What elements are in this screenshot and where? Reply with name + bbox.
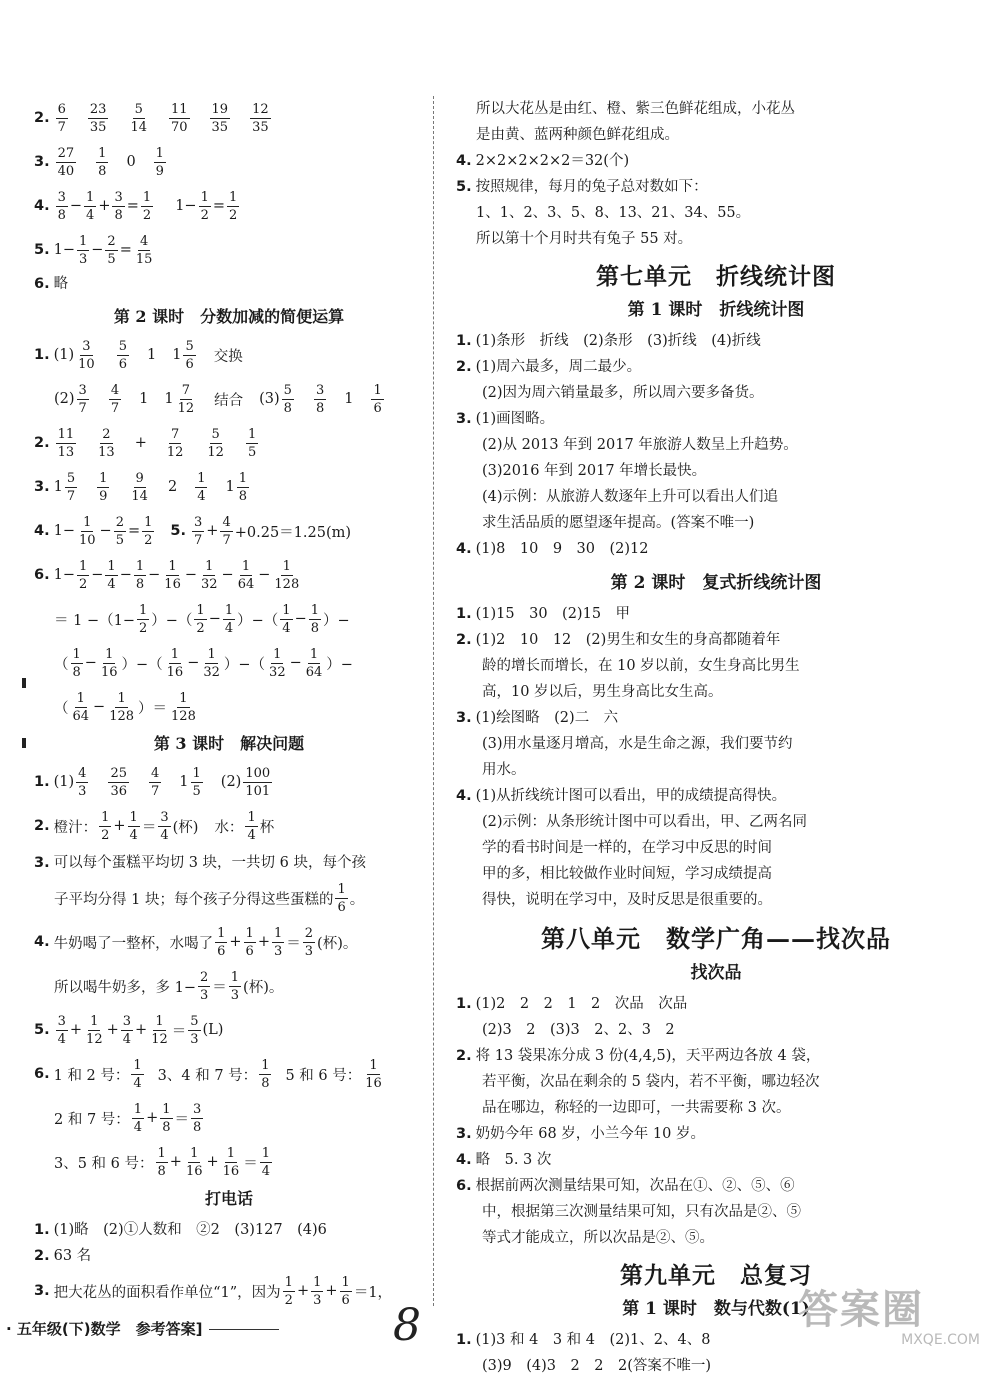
lesson-title: 第 1 课时 数与代数(1) [622, 1299, 810, 1319]
answer-line [456, 1147, 976, 1173]
answer-line [456, 679, 976, 705]
answer-text: 中，根据第三次测量结果可知，只有次品是②、⑤ [482, 1204, 801, 1220]
margin-mark [22, 678, 26, 688]
l3-answer-3-line1: 3. 可以每个蛋糕平均切 3 块，一共切 6 块，每个孩 [34, 855, 366, 871]
column-divider [433, 96, 434, 1306]
fraction: $\frac{19}{35}$ [211, 101, 229, 135]
item-number: 2. [34, 110, 50, 126]
l3-answer-6-line1: 6. 1 和 2 号： $\frac{1}{4}$ 3、4 和 7 号： $\frac{1}{8}$ 5 和 6 号： $\frac{1}{16}$ [34, 1057, 382, 1091]
item-number: 1. [456, 1332, 472, 1348]
fraction: $\frac{1}{8}$ [98, 145, 107, 179]
l2-answer-2: 2. $\frac{11}{13}$ $\frac{2}{13}$ + $\frac{7}{12}$ $\frac{5}{12}$ $\frac{1}{5}$ [34, 426, 257, 460]
item-number: 3. [456, 1126, 472, 1142]
unit7-lesson1-answers [456, 328, 976, 562]
answer-4: 4. $\frac{3}{8}$ − $\frac{1}{4}$ + $\frac{3}{8}$ = $\frac{1}{2}$ 1− $\frac{1}{2}$ = $\frac{1}{2}$ [34, 189, 238, 223]
l3-answer-6-line2: 2 和 7 号： $\frac{1}{4}$ + $\frac{1}{8}$ ＝ $\frac{3}{8}$ [54, 1101, 202, 1135]
answer-text: (1)15 30 (2)15 甲 [475, 606, 631, 622]
item-number: 3. [456, 710, 472, 726]
item-number: 4. [34, 198, 50, 214]
item-number: 2. [456, 632, 472, 648]
answer-line [456, 809, 976, 835]
answer-line [456, 835, 976, 861]
item-number: 1. [456, 996, 472, 1012]
footer [6, 1318, 279, 1339]
fraction: $\frac{6}{7}$ [57, 101, 66, 135]
l3-answer-5: 5. $\frac{3}{4}$ + $\frac{1}{12}$ + $\frac{3}{4}$ + $\frac{1}{12}$ ＝ $\frac{5}{3}$ (L) [34, 1013, 224, 1047]
answer-text: 得快，说明在学习中，及时反思是很重要的。 [482, 892, 772, 908]
l3-answer-6-line3: 3、5 和 6 号： $\frac{1}{8}$ + $\frac{1}{16}$ + $\frac{1}{16}$ ＝ $\frac{1}{4}$ [54, 1145, 270, 1179]
item-number: 4. [456, 541, 472, 557]
answer-line [456, 380, 976, 406]
answer-text: (2)3 2 (3)3 2、2、3 2 [482, 1022, 675, 1038]
cont-line: 是由黄、蓝两种颜色鲜花组成。 [476, 127, 679, 143]
answer-text: 学的看书时间是一样的，在学习中反思的时间 [482, 840, 772, 856]
cont-line: 所以大花丛是由红、橙、紫三色鲜花组成，小花丛 [476, 101, 795, 117]
answer-line [456, 757, 976, 783]
lesson-title: 第 1 课时 折线统计图 [627, 300, 805, 320]
answer-line [456, 1353, 976, 1379]
item-number: 1. [456, 606, 472, 622]
answer-text: (1)从折线统计图可以看出，甲的成绩提高得快。 [475, 788, 787, 804]
answer-text: (1)条形 折线 (2)条形 (3)折线 (4)折线 [475, 333, 761, 349]
answer-text: 甲的多，相比较做作业时间短，学习成绩提高 [482, 866, 772, 882]
lesson-title: 第 3 课时 解决问题 [153, 734, 305, 753]
answer-line [456, 484, 976, 510]
answer-text: (2)从 2013 年到 2017 年旅游人数呈上升趋势。 [482, 437, 798, 453]
answer-text: (2)因为周六销量最多，所以周六要多备货。 [482, 385, 764, 401]
answer-text: (1)绘图略 (2)二 六 [475, 710, 619, 726]
l2-answer-1a: 1. (1) $\frac{3}{10}$ $\frac{5}{6}$ 1 1 $\frac{5}{6}$ 交换 [34, 338, 243, 372]
watermark-logo: 答案圈 [798, 1287, 924, 1333]
answer-text: 求生活品质的愿望逐年提高。(答案不唯一) [482, 515, 755, 531]
answer-line [456, 510, 976, 536]
l3-answer-4-line2: 所以喝牛奶多，多 1− $\frac{2}{3}$ ＝ $\frac{1}{3}$ (杯)。 [54, 969, 284, 1003]
answer-5-seq: 1、1、2、3、5、8、13、21、34、55。 [476, 205, 751, 221]
answer-5: 5. 按照规律，每月的兔子总对数如下： [456, 179, 708, 195]
call-answer-2: 2. 63 名 [34, 1248, 92, 1264]
left-column [34, 96, 424, 1315]
answer-line [456, 861, 976, 887]
answer-text: (2)示例：从条形统计图中可以看出，甲、乙两名同 [482, 814, 808, 830]
fraction: $\frac{5}{14}$ [130, 101, 147, 135]
answer-text: 龄的增长而增长，在 10 岁以前，女生身高比男生 [482, 658, 800, 674]
answer-line [456, 1199, 976, 1225]
l2-answer-6-line2: ＝ 1 −（1− $\frac{1}{2}$ ）−（ $\frac{1}{2}$ − $\frac{1}{4}$ ）−（ $\frac{1}{4}$ − $\frac{1}{8}$ ）− [54, 602, 350, 636]
item-number: 5. [34, 242, 50, 258]
answer-text: 用水。 [482, 762, 526, 778]
answer-line [456, 1095, 976, 1121]
answer-text: (1)2 2 2 1 2 次品 次品 [475, 996, 688, 1012]
answer-line [456, 1225, 976, 1251]
unit7-lesson2-answers [456, 601, 976, 913]
fraction: $\frac{27}{40}$ [57, 145, 75, 179]
l2-answer-6-line3: （ $\frac{1}{8}$ − $\frac{1}{16}$ ）−（ $\frac{1}{16}$ − $\frac{1}{32}$ ）−（ $\frac{1}{32}$ − $\frac{1}{64}$ ）− [54, 646, 353, 680]
l2-answer-6-line1: 6. 1− $\frac{1}{2}$ − $\frac{1}{4}$ − $\frac{1}{8}$ − $\frac{1}{16}$ − $\frac{1}{32}$ − $\frac{1}{64}$ − $\frac{1}{128}$ [34, 558, 300, 592]
lesson-title: 找次品 [690, 963, 742, 983]
answer-line [456, 991, 976, 1017]
fraction: $\frac{1}{9}$ [155, 145, 164, 179]
answer-text: 高，10 岁以后，男生身高比女生高。 [482, 684, 723, 700]
lesson-title: 第 2 课时 分数加减的简便运算 [113, 307, 345, 326]
call-answer-3: 3. 把大花丛的面积看作单位“1”，因为 $\frac{1}{2}$ + $\frac{1}{3}$ + $\frac{1}{6}$ ＝1， [34, 1274, 393, 1308]
answer-text: 略 5. 3 次 [475, 1152, 552, 1168]
answer-4: 4. 2×2×2×2×2＝32(个) [456, 153, 630, 169]
answer-line [456, 432, 976, 458]
answer-line [456, 1017, 976, 1043]
call-answer-1: 1. (1)略 (2)①人数和 ②2 (3)127 (4)6 [34, 1222, 327, 1238]
item-number: 6. [456, 1178, 472, 1194]
answer-3 [34, 142, 424, 182]
l3-answer-4-line1: 4. 牛奶喝了一整杯，水喝了 $\frac{1}{6}$ + $\frac{1}{6}$ + $\frac{1}{3}$ ＝ $\frac{2}{3}$ (杯)。 [34, 925, 358, 959]
answer-line [456, 328, 976, 354]
answer-text: 奶奶今年 68 岁，小兰今年 10 岁。 [475, 1126, 705, 1142]
l3-answer-3-line2: 子平均分得 1 块；每个孩子分得这些蛋糕的 $\frac{1}{6}$ 。 [54, 881, 365, 915]
answer-5: 5. 1− $\frac{1}{3}$ − $\frac{2}{5}$ = $\frac{4}{15}$ [34, 233, 153, 267]
answer-6: 6. 略 [34, 276, 69, 292]
answer-line [456, 601, 976, 627]
answer-line [456, 354, 976, 380]
answer-line [456, 731, 976, 757]
answer-line [456, 627, 976, 653]
item-number: 4. [456, 1152, 472, 1168]
item-number: 2. [456, 359, 472, 375]
answer-5-conclusion: 所以第十个月时共有兔子 55 对。 [476, 231, 693, 247]
unit-title: 第八单元 数学广角——找次品 [541, 924, 891, 953]
answer-text: (3)用水量逐月增高，水是生命之源，我们要节约 [482, 736, 793, 752]
watermark [798, 1288, 988, 1354]
page-number: 8 [393, 1300, 421, 1351]
unit-title: 第七单元 折线统计图 [596, 263, 836, 290]
answer-text: (1)8 10 9 30 (2)12 [475, 541, 649, 557]
l2-answer-1b: (2) $\frac{3}{7}$ $\frac{4}{7}$ 1 1 $\frac{7}{12}$ 结合 (3) $\frac{5}{8}$ $\frac{3}{8}$ 1 $\frac{1}{6}$ [54, 382, 382, 416]
item-number: 2. [456, 1048, 472, 1064]
fraction: $\frac{12}{35}$ [252, 101, 269, 135]
answer-text: (1)周六最多，周二最少。 [475, 359, 642, 375]
answer-text: 若平衡，次品在剩余的 5 袋内，若不平衡，哪边轻次 [482, 1074, 820, 1090]
answer-text: 根据前两次测量结果可知，次品在①、②、⑤、⑥ [475, 1178, 795, 1194]
answer-line [456, 887, 976, 913]
answer-line [456, 536, 976, 562]
l2-answer-4-5: 4. 1− $\frac{1}{10}$ − $\frac{2}{5}$ = $\frac{1}{2}$ 5. $\frac{3}{7}$ + $\frac{4}{7}$ +0.25＝1.25(m) [34, 514, 352, 548]
answer-line [456, 458, 976, 484]
answer-line [456, 653, 976, 679]
answer-text: (3)2016 年到 2017 年增长最快。 [482, 463, 707, 479]
item-number: 3. [456, 411, 472, 427]
unit8-answers [456, 991, 976, 1251]
answer-text: (1)2 10 12 (2)男生和女生的身高都随着年 [475, 632, 781, 648]
footer-rule [209, 1329, 279, 1330]
answer-line [456, 406, 976, 432]
margin-mark [22, 738, 26, 748]
answer-text: 等式才能成立，所以次品是②、⑤。 [482, 1230, 714, 1246]
answer-text: 品在哪边，称轻的一边即可，一共需要称 3 次。 [482, 1100, 791, 1116]
item-number: 3. [34, 154, 50, 170]
l3-answer-1: 1. (1) $\frac{4}{3}$ $\frac{25}{36}$ $\frac{4}{7}$ 1 $\frac{1}{5}$ (2) $\frac{100}{101}$ [34, 765, 271, 799]
fraction: $\frac{23}{35}$ [89, 101, 107, 135]
answer-text: (3)9 (4)3 2 2 2(答案不唯一) [482, 1358, 712, 1374]
l3-answer-2: 2. 橙汁： $\frac{1}{2}$ + $\frac{1}{4}$ ＝ $\frac{3}{4}$ (杯) 水： $\frac{1}{4}$ 杯 [34, 809, 275, 843]
answer-line [456, 705, 976, 731]
item-number: 1. [456, 333, 472, 349]
answer-text: (1)3 和 4 3 和 4 (2)1、2、4、8 [475, 1332, 711, 1348]
answer-line [456, 1043, 976, 1069]
lesson-title: 第 2 课时 复式折线统计图 [610, 573, 822, 593]
right-column [456, 96, 976, 1379]
answer-line [456, 1121, 976, 1147]
answer-line [456, 1173, 976, 1199]
item-number: 4. [456, 788, 472, 804]
answer-line [456, 1069, 976, 1095]
fraction: $\frac{11}{70}$ [170, 101, 188, 135]
answer-text: 将 13 袋果冻分成 3 份(4,4,5)，天平两边各放 4 袋， [475, 1048, 821, 1064]
l2-answer-3: 3. 1 $\frac{5}{7}$ $\frac{1}{9}$ $\frac{9}{14}$ 2 $\frac{1}{4}$ 1 $\frac{1}{8}$ [34, 470, 247, 504]
unit-title: 第九单元 总复习 [620, 1262, 812, 1289]
zero-value: 0 [126, 154, 136, 170]
answer-text: (1)画图略。 [475, 411, 555, 427]
lesson-title: 打电话 [204, 1189, 253, 1208]
answer-line [456, 783, 976, 809]
footer-text: · 五年级(下)数学 参考答案] [6, 1320, 203, 1338]
l2-answer-6-line4: （ $\frac{1}{64}$ − $\frac{1}{128}$ ）＝ $\frac{1}{128}$ [54, 690, 196, 724]
watermark-url: MXQE.COM [901, 1332, 980, 1348]
answer-text: (4)示例：从旅游人数逐年上升可以看出人们追 [482, 489, 779, 505]
answer-2 [34, 98, 424, 138]
